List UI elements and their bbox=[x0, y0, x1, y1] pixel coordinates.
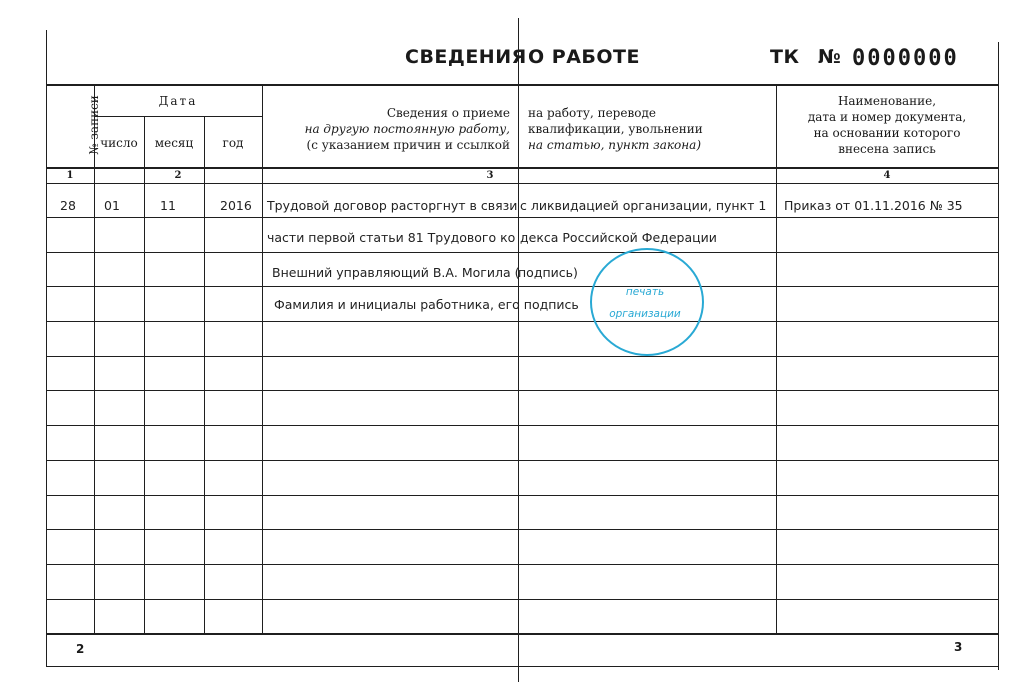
header-month: месяц bbox=[154, 136, 194, 150]
header-doc-1: Наименование, bbox=[837, 94, 937, 108]
header-doc-3: на основании которого bbox=[813, 126, 961, 140]
entry-line4-left: Фамилия и инициалы работника, его подпись bbox=[274, 297, 579, 312]
row-line bbox=[46, 599, 518, 600]
row-line bbox=[518, 217, 998, 218]
page-number-right: 3 bbox=[954, 640, 963, 654]
row-line bbox=[46, 564, 518, 565]
page-bottom-line-right bbox=[518, 666, 998, 667]
row-line bbox=[518, 495, 998, 496]
column-numbers-line-right bbox=[518, 183, 998, 184]
header-info-left-1: Сведения о приеме bbox=[386, 106, 510, 120]
page-number-left: 2 bbox=[76, 642, 85, 656]
entry-year: 2016 bbox=[220, 198, 252, 213]
header-info-left-3: (с указанием причин и ссылкой bbox=[306, 138, 510, 152]
date-subheader-line bbox=[94, 116, 262, 117]
colnum-1: 1 bbox=[66, 170, 74, 181]
left-page-edge bbox=[46, 30, 47, 666]
header-bottom-line bbox=[46, 167, 518, 169]
row-line bbox=[518, 460, 998, 461]
row-line bbox=[46, 356, 518, 357]
entry-line1-left: Трудовой договор расторгнут в связи bbox=[267, 198, 518, 213]
header-bottom-line-right bbox=[518, 167, 998, 169]
row-line bbox=[46, 495, 518, 496]
col-divider-3 bbox=[204, 116, 205, 634]
entry-line2-left: части первой статьи 81 Трудового ко bbox=[267, 230, 516, 245]
table-bottom-line-right bbox=[518, 634, 998, 635]
row-line bbox=[518, 599, 998, 600]
row-line bbox=[518, 529, 998, 530]
row-line bbox=[46, 252, 518, 253]
row-line bbox=[518, 321, 998, 322]
row-line bbox=[518, 390, 998, 391]
right-page-edge bbox=[998, 42, 999, 670]
table-bottom-line bbox=[46, 634, 518, 635]
table-top-line bbox=[46, 84, 518, 86]
entry-day: 01 bbox=[104, 198, 120, 213]
entry-line3-right: подпись) bbox=[518, 265, 578, 280]
header-date: Дата bbox=[158, 94, 198, 108]
organization-stamp bbox=[590, 248, 704, 356]
header-info-right-1: на работу, переводе bbox=[528, 106, 656, 120]
colnum-2: 2 bbox=[174, 170, 182, 181]
entry-line3-left: Внешний управляющий В.А. Могила ( bbox=[272, 265, 520, 280]
number-sign: № bbox=[818, 46, 842, 68]
entry-line2-right: декса Российской Федерации bbox=[520, 230, 717, 245]
header-day: число bbox=[100, 136, 138, 150]
page-bottom-line bbox=[46, 666, 518, 667]
right-page bbox=[518, 0, 1024, 694]
column-numbers-line bbox=[46, 183, 518, 184]
tk-label: ТК bbox=[770, 46, 800, 68]
entry-document: Приказ от 01.11.2016 № 35 bbox=[784, 198, 963, 213]
col-divider-2 bbox=[144, 116, 145, 634]
header-record-no: № записи bbox=[87, 95, 101, 155]
row-line bbox=[46, 217, 518, 218]
title-left: СВЕДЕНИЯ bbox=[405, 46, 527, 68]
entry-month: 11 bbox=[160, 198, 176, 213]
row-line bbox=[46, 529, 518, 530]
row-line bbox=[46, 390, 518, 391]
row-line bbox=[46, 321, 518, 322]
colnum-3: 3 bbox=[486, 170, 494, 181]
row-line bbox=[518, 425, 998, 426]
header-year: год bbox=[222, 136, 244, 150]
row-line bbox=[518, 564, 998, 565]
header-info-right-2: квалификации, увольнении bbox=[528, 122, 703, 136]
book-number: 0000000 bbox=[852, 46, 959, 71]
entry-line1-right: с ликвидацией организации, пункт 1 bbox=[520, 198, 767, 213]
row-line bbox=[46, 286, 518, 287]
row-line bbox=[518, 252, 998, 253]
table-top-line-right bbox=[518, 84, 998, 86]
stamp-line-1: печать bbox=[625, 286, 665, 298]
col-divider-doc bbox=[776, 84, 777, 634]
row-line bbox=[518, 356, 998, 357]
header-info-right-3: на статью, пункт закона) bbox=[528, 138, 702, 152]
stamp-line-2: организации bbox=[609, 308, 681, 320]
row-line bbox=[46, 425, 518, 426]
header-info-left-2: на другую постоянную работу, bbox=[304, 122, 510, 136]
row-line bbox=[46, 460, 518, 461]
title-right: О РАБОТЕ bbox=[528, 46, 640, 68]
header-doc-4: внесена запись bbox=[838, 142, 936, 156]
colnum-4: 4 bbox=[883, 170, 891, 181]
col-divider-4 bbox=[262, 84, 263, 634]
entry-record-no: 28 bbox=[60, 198, 76, 213]
header-doc-2: дата и номер документа, bbox=[807, 110, 967, 124]
